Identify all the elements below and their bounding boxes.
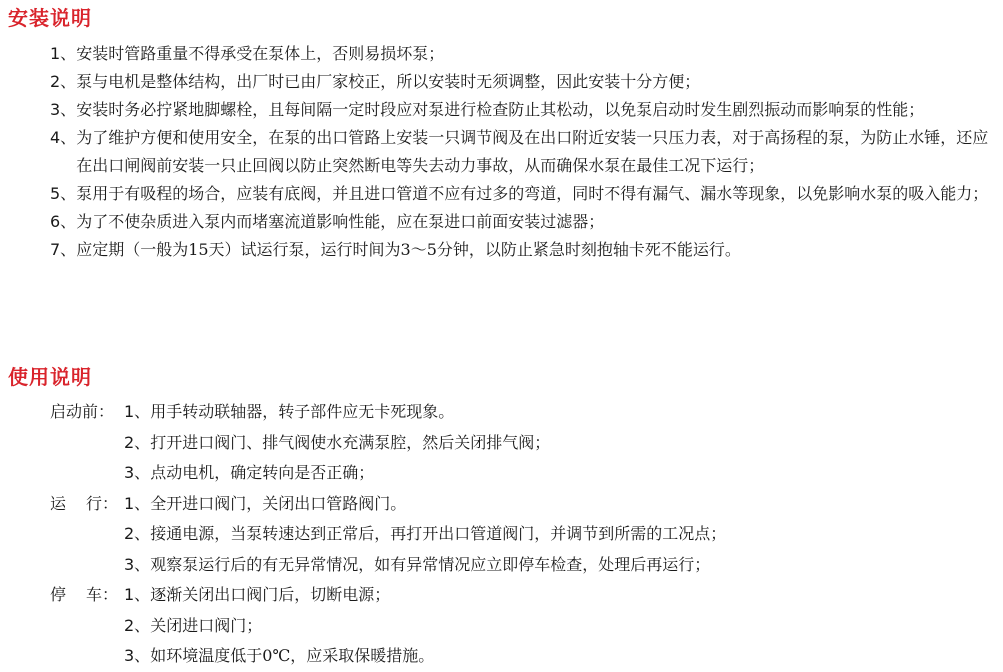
step-number: 1、 — [124, 585, 151, 604]
stage-step — [124, 611, 434, 642]
step-text: 接通电源，当泵转速达到正常后，再打开出口管道阀门，并调节到所需的工况点； — [150, 524, 727, 543]
usage-section-title: 使用说明 — [8, 365, 92, 389]
usage-stage-run — [50, 489, 990, 581]
install-item-text: 泵与电机是整体结构，出厂时已由厂家校正，所以安装时无须调整，因此安装十分方便； — [76, 72, 701, 91]
step-number: 3、 — [124, 463, 151, 482]
install-item-number: 2、 — [50, 72, 77, 91]
stage-label-text-2: 车 — [86, 585, 103, 604]
usage-block — [50, 397, 990, 672]
stage-step — [124, 458, 550, 489]
stage-step — [124, 519, 726, 550]
stage-label-colon: ： — [102, 493, 119, 513]
install-item-2 — [50, 68, 990, 96]
stage-label — [50, 397, 124, 489]
stage-step — [124, 428, 550, 459]
step-number: 1、 — [124, 402, 151, 421]
install-item-text: 应定期（一般为15天）试运行泵，运行时间为3～5分钟，以防止紧急时刻抱轴卡死不能运行。 — [76, 240, 741, 259]
stage-label — [50, 489, 124, 581]
step-text: 点动电机，确定转向是否正确； — [150, 463, 375, 482]
stage-steps — [124, 580, 434, 672]
install-item-7 — [50, 236, 990, 264]
stage-label — [50, 580, 124, 672]
install-item-text: 为了维护方便和使用安全，在泵的出口管路上安装一只调节阀及在出口附近安装一只压力表，对于高扬程的泵，为防止水锤，还应在出口闸阀前安装一只止回阀以防止突然断电等失去动力事故，从而确保水泵在最佳工况下运行； — [76, 128, 989, 175]
step-number: 3、 — [124, 646, 151, 665]
install-item-number: 6、 — [50, 212, 77, 231]
install-item-5 — [50, 180, 990, 208]
stage-label-text: 运 — [50, 493, 67, 513]
step-number: 2、 — [124, 615, 151, 635]
install-item-number: 7、 — [50, 240, 77, 259]
install-item-number: 5、 — [50, 184, 77, 203]
step-number: 1、 — [124, 493, 151, 513]
usage-stage-stop — [50, 580, 990, 672]
step-text: 用手转动联轴器，转子部件应无卡死现象。 — [150, 402, 455, 421]
usage-stage-start — [50, 397, 990, 489]
install-item-1 — [50, 40, 990, 68]
step-text: 如环境温度低于0℃，应采取保暖措施。 — [150, 646, 435, 665]
install-item-text: 安装时务必拧紧地脚螺栓，且每间隔一定时段应对泵进行检查防止其松动，以免泵启动时发生剧烈振动而影响泵的性能； — [76, 100, 925, 119]
install-item-text: 为了不使杂质进入泵内而堵塞流道影响性能，应在泵进口前面安装过滤器； — [76, 212, 605, 231]
install-section-title: 安装说明 — [8, 6, 92, 30]
step-text: 逐渐关闭出口阀门后，切断电源； — [150, 585, 391, 604]
stage-label-text-2: 行 — [86, 493, 103, 513]
step-number: 3、 — [124, 554, 151, 574]
stage-step — [124, 489, 726, 520]
stage-steps — [124, 397, 550, 489]
step-number: 2、 — [124, 524, 151, 543]
step-number: 2、 — [124, 432, 151, 452]
stage-step — [124, 550, 726, 581]
install-item-text: 安装时管路重量不得承受在泵体上，否则易损坏泵； — [76, 44, 445, 63]
stage-label-colon: ： — [98, 402, 115, 421]
stage-step — [124, 641, 434, 672]
stage-label-colon: ： — [102, 585, 119, 604]
stage-step — [124, 397, 550, 428]
stage-label-text: 启动前 — [50, 402, 99, 421]
install-list — [50, 40, 990, 264]
step-text: 观察泵运行后的有无异常情况，如有异常情况应立即停车检查，处理后再运行； — [150, 554, 711, 574]
install-item-number: 1、 — [50, 44, 77, 63]
step-text: 关闭进口阀门； — [150, 615, 263, 635]
install-item-6 — [50, 208, 990, 236]
step-text: 打开进口阀门、排气阀使水充满泵腔，然后关闭排气阀； — [150, 432, 551, 452]
install-item-number: 4、 — [50, 128, 77, 147]
stage-step — [124, 580, 434, 611]
install-item-3 — [50, 96, 990, 124]
install-item-text: 泵用于有吸程的场合，应装有底阀，并且进口管道不应有过多的弯道，同时不得有漏气、漏水等现象，以免影响水泵的吸入能力； — [76, 184, 989, 203]
stage-steps — [124, 489, 726, 581]
install-item-4 — [50, 124, 990, 180]
install-item-number: 3、 — [50, 100, 77, 119]
step-text: 全开进口阀门，关闭出口管路阀门。 — [150, 493, 407, 513]
stage-label-text: 停 — [50, 585, 67, 604]
